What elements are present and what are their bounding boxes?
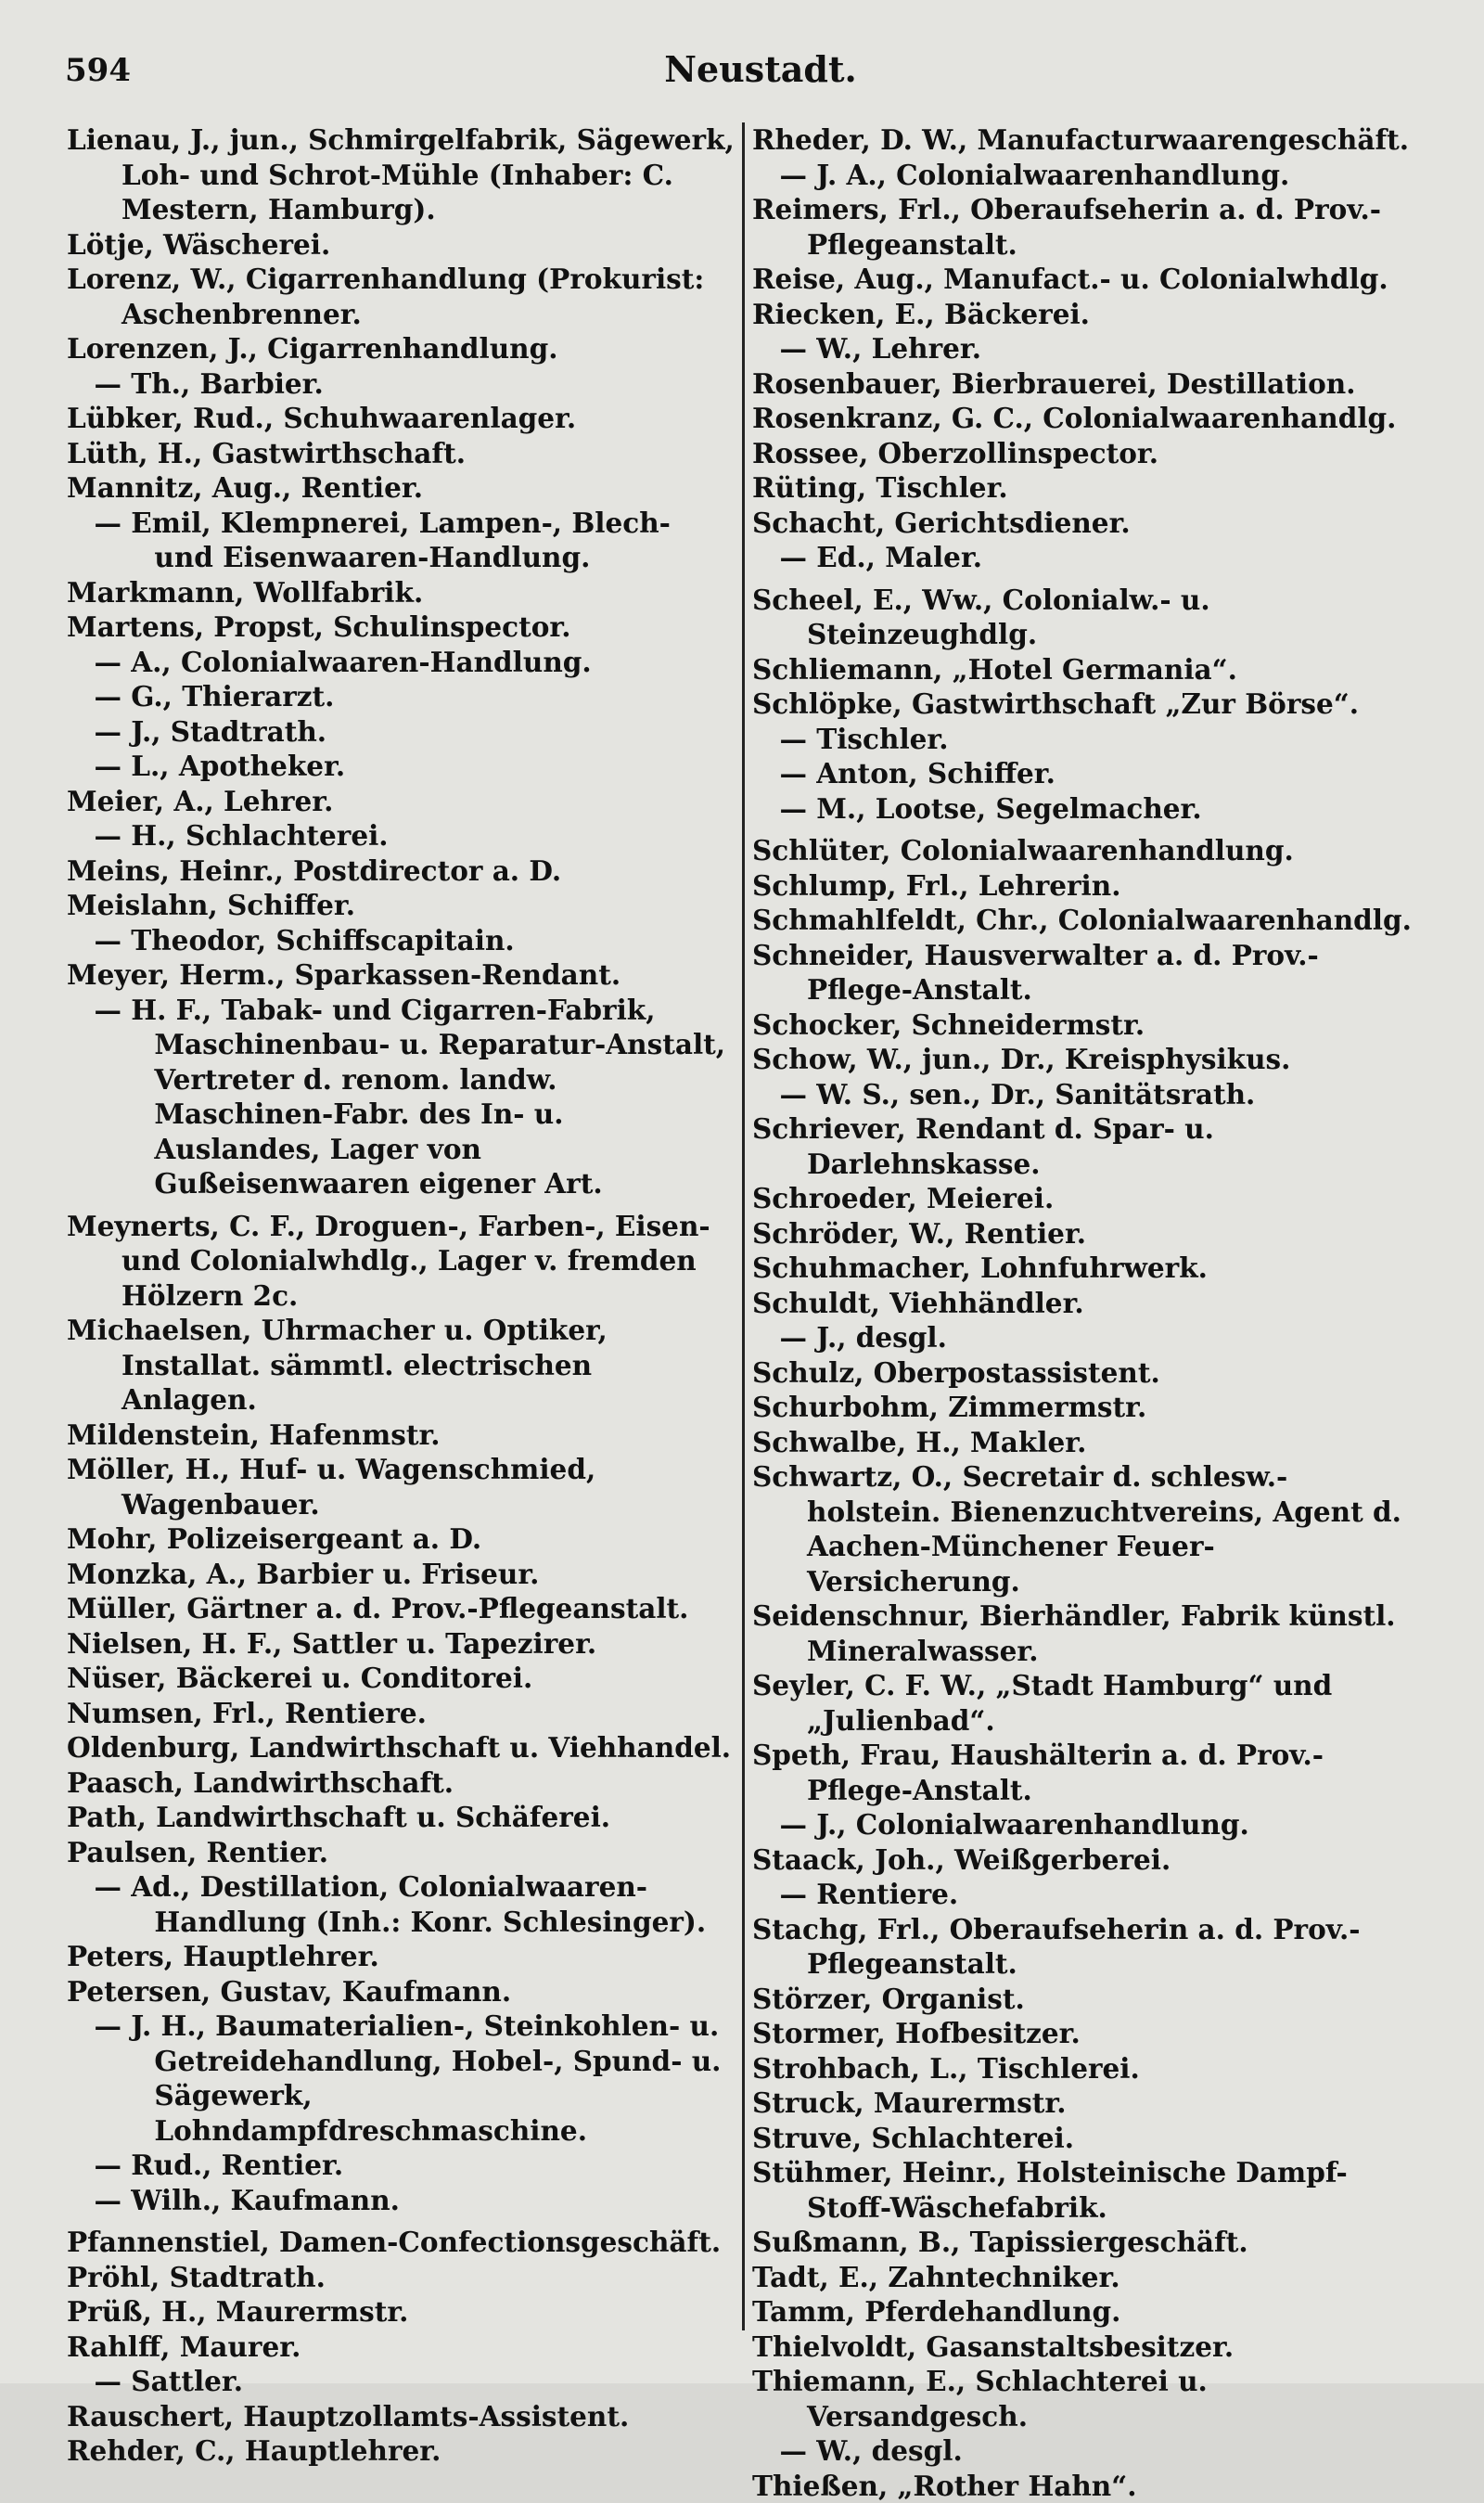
directory-entry: Meynerts, C. F., Droguen-, Farben-, Eisen- und Colonialwhdlg., Lager v. fremden Hölzern 2c. [67, 1209, 735, 1314]
directory-entry: Mannitz, Aug., Rentier. [67, 470, 735, 506]
directory-entry: — J. H., Baumaterialien-, Steinkohlen- u. Getreidehandlung, Hobel-, Spund- u. Sägewerk, Lohndampfdreschmaschine. [67, 2009, 735, 2148]
directory-entry: Schlöpke, Gastwirthschaft „Zur Börse“. [752, 687, 1420, 722]
directory-entry: Rosenbauer, Bierbrauerei, Destillation. [752, 366, 1420, 402]
directory-entry: Schocker, Schneidermstr. [752, 1008, 1420, 1043]
directory-entry: Schow, W., jun., Dr., Kreisphysikus. [752, 1042, 1420, 1077]
directory-entry: Numsen, Frl., Rentiere. [67, 1696, 735, 1731]
directory-entry: Prüß, H., Maurermstr. [67, 2294, 735, 2330]
directory-entry: Schwartz, O., Secretair d. schlesw.-holstein. Bienenzuchtvereins, Agent d. Aachen-Münchener Feuer-Versicherung. [752, 1459, 1420, 1598]
directory-entry: Lötje, Wäscherei. [67, 227, 735, 263]
directory-entry: Stachg, Frl., Oberaufseherin a. d. Prov.-Pflegeanstalt. [752, 1912, 1420, 1982]
directory-entry: Schmahlfeldt, Chr., Colonialwaarenhandlg. [752, 903, 1420, 938]
directory-entry: Petersen, Gustav, Kaufmann. [67, 1974, 735, 2009]
directory-entry: — Sattler. [67, 2364, 735, 2399]
page-header [65, 45, 1428, 100]
directory-entry: Thielvoldt, Gasanstaltsbesitzer. [752, 2330, 1420, 2365]
directory-entry: Lienau, J., jun., Schmirgelfabrik, Sägewerk, Loh- und Schrot-Mühle (Inhaber: C. Mestern, Hamburg). [67, 122, 735, 227]
directory-entry: Meislahn, Schiffer. [67, 888, 735, 923]
directory-entry: — W., desgl. [752, 2433, 1420, 2469]
directory-entry: — Ed., Maler. [752, 540, 1420, 575]
directory-entry: Seidenschnur, Bierhändler, Fabrik künstl. Mineralwasser. [752, 1598, 1420, 1668]
page-number: 594 [65, 52, 131, 89]
directory-entry: Schroeder, Meierei. [752, 1181, 1420, 1216]
directory-entry: Paasch, Landwirthschaft. [67, 1765, 735, 1801]
directory-entry: Nielsen, H. F., Sattler u. Tapezirer. [67, 1626, 735, 1662]
directory-entry: Meyer, Herm., Sparkassen-Rendant. [67, 957, 735, 993]
directory-entry: Stühmer, Heinr., Holsteinische Dampf-Stoff-Wäschefabrik. [752, 2155, 1420, 2225]
directory-entry: Pfannenstiel, Damen-Confectionsgeschäft. [67, 2225, 735, 2260]
directory-entry: Rosenkranz, G. C., Colonialwaarenhandlg. [752, 401, 1420, 436]
directory-entry: Reise, Aug., Manufact.- u. Colonialwhdlg. [752, 262, 1420, 297]
directory-entry: Schliemann, „Hotel Germania“. [752, 652, 1420, 687]
running-title: Neustadt. [65, 48, 1428, 90]
directory-entry: Störzer, Organist. [752, 1982, 1420, 2017]
directory-entry: Rahlff, Maurer. [67, 2330, 735, 2365]
directory-entry: — J., Colonialwaarenhandlung. [752, 1807, 1420, 1842]
directory-entry: Schurbohm, Zimmermstr. [752, 1390, 1420, 1425]
directory-entry: Möller, H., Huf- u. Wagenschmied, Wagenbauer. [67, 1452, 735, 1521]
directory-entry: Thiemann, E., Schlachterei u. Versandgesch. [752, 2364, 1420, 2433]
directory-entry: — H. F., Tabak- und Cigarren-Fabrik, Maschinenbau- u. Reparatur-Anstalt, Vertreter d. renom. landw. Maschinen-Fabr. des In- u. Auslandes, Lager von Gußeisenwaaren eigener Art. [67, 993, 735, 1201]
directory-entry: Staack, Joh., Weißgerberei. [752, 1842, 1420, 1878]
directory-entry: Path, Landwirthschaft u. Schäferei. [67, 1800, 735, 1835]
directory-entry: Rossee, Oberzollinspector. [752, 436, 1420, 471]
directory-entry: Speth, Frau, Haushälterin a. d. Prov.-Pflege-Anstalt. [752, 1738, 1420, 1807]
directory-entry: Lorenz, W., Cigarrenhandlung (Prokurist: Aschenbrenner. [67, 262, 735, 331]
directory-entry: — A., Colonialwaaren-Handlung. [67, 645, 735, 680]
directory-entry: Riecken, E., Bäckerei. [752, 297, 1420, 332]
directory-entry: — Ad., Destillation, Colonialwaaren-Handlung (Inh.: Konr. Schlesinger). [67, 1869, 735, 1939]
directory-entry: — W., Lehrer. [752, 331, 1420, 366]
directory-entry: Schlump, Frl., Lehrerin. [752, 868, 1420, 904]
directory-entry: — G., Thierarzt. [67, 679, 735, 714]
directory-entry: — L., Apotheker. [67, 749, 735, 784]
directory-entry: Paulsen, Rentier. [67, 1835, 735, 1870]
directory-entry: Scheel, E., Ww., Colonialw.- u. Steinzeughdlg. [752, 583, 1420, 652]
directory-entry: — Rentiere. [752, 1877, 1420, 1912]
directory-entry: Meins, Heinr., Postdirector a. D. [67, 854, 735, 889]
directory-entry: Tadt, E., Zahntechniker. [752, 2260, 1420, 2295]
directory-entry: Mohr, Polizeisergeant a. D. [67, 1521, 735, 1557]
directory-entry: — H., Schlachterei. [67, 818, 735, 854]
directory-entry: — Emil, Klempnerei, Lampen-, Blech- und Eisenwaaren-Handlung. [67, 506, 735, 575]
directory-entry: — J., Stadtrath. [67, 714, 735, 750]
directory-entry: Monzka, A., Barbier u. Friseur. [67, 1557, 735, 1592]
directory-entry: Meier, A., Lehrer. [67, 784, 735, 819]
directory-entry: Peters, Hauptlehrer. [67, 1939, 735, 1974]
directory-entry: Schacht, Gerichtsdiener. [752, 506, 1420, 541]
directory-entry: Schneider, Hausverwalter a. d. Prov.-Pflege-Anstalt. [752, 938, 1420, 1008]
directory-entry: — Anton, Schiffer. [752, 756, 1420, 791]
directory-entry: Müller, Gärtner a. d. Prov.-Pflegeanstalt. [67, 1591, 735, 1626]
directory-entry: Struck, Maurermstr. [752, 2086, 1420, 2121]
directory-entry: — Theodor, Schiffscapitain. [67, 923, 735, 958]
directory-entry: Stormer, Hofbesitzer. [752, 2016, 1420, 2051]
directory-entry: Martens, Propst, Schulinspector. [67, 610, 735, 645]
directory-entry: — Rud., Rentier. [67, 2148, 735, 2183]
directory-entry: Lübker, Rud., Schuhwaarenlager. [67, 401, 735, 436]
directory-entry: — Th., Barbier. [67, 366, 735, 402]
directory-entry: Tamm, Pferdehandlung. [752, 2294, 1420, 2330]
directory-entry: Seyler, C. F. W., „Stadt Hamburg“ und „Julienbad“. [752, 1668, 1420, 1738]
directory-entry: Schuhmacher, Lohnfuhrwerk. [752, 1251, 1420, 1286]
directory-entry: — Tischler. [752, 722, 1420, 757]
directory-entry: Mildenstein, Hafenmstr. [67, 1418, 735, 1453]
directory-entry: Strohbach, L., Tischlerei. [752, 2051, 1420, 2086]
directory-entry: Rheder, D. W., Manufacturwaarengeschäft. [752, 122, 1420, 158]
directory-entry: Sußmann, B., Tapissiergeschäft. [752, 2225, 1420, 2260]
directory-entry: Reimers, Frl., Oberaufseherin a. d. Prov.-Pflegeanstalt. [752, 192, 1420, 262]
directory-entry: Schuldt, Viehhändler. [752, 1286, 1420, 1321]
directory-entry: — W. S., sen., Dr., Sanitätsrath. [752, 1077, 1420, 1112]
directory-entry: Rauschert, Hauptzollamts-Assistent. [67, 2399, 735, 2434]
directory-entry: Schwalbe, H., Makler. [752, 1425, 1420, 1460]
directory-entry: Thießen, „Rother Hahn“. [752, 2469, 1420, 2503]
directory-entry: — Wilh., Kaufmann. [67, 2183, 735, 2218]
directory-entry: Schulz, Oberpostassistent. [752, 1355, 1420, 1391]
directory-entry: Schriever, Rendant d. Spar- u. Darlehnskasse. [752, 1111, 1420, 1181]
directory-entry: Schröder, W., Rentier. [752, 1216, 1420, 1252]
directory-entry: Pröhl, Stadtrath. [67, 2260, 735, 2295]
directory-entry: Lorenzen, J., Cigarrenhandlung. [67, 331, 735, 366]
directory-entry: — M., Lootse, Segelmacher. [752, 791, 1420, 827]
directory-entry: Michaelsen, Uhrmacher u. Optiker, Installat. sämmtl. electrischen Anlagen. [67, 1313, 735, 1418]
directory-entry: Nüser, Bäckerei u. Conditorei. [67, 1661, 735, 1696]
directory-entry: Lüth, H., Gastwirthschaft. [67, 436, 735, 471]
right-column [742, 122, 1420, 2330]
directory-entry: Schlüter, Colonialwaarenhandlung. [752, 833, 1420, 868]
directory-entry: — J., desgl. [752, 1320, 1420, 1355]
directory-entry: Oldenburg, Landwirthschaft u. Viehhandel. [67, 1730, 735, 1765]
directory-entry: Struve, Schlachterei. [752, 2121, 1420, 2156]
directory-entry: Rehder, C., Hauptlehrer. [67, 2433, 735, 2469]
left-column [67, 122, 735, 2469]
directory-entry: Markmann, Wollfabrik. [67, 575, 735, 610]
directory-entry: — J. A., Colonialwaarenhandlung. [752, 158, 1420, 193]
directory-entry: Rüting, Tischler. [752, 470, 1420, 506]
